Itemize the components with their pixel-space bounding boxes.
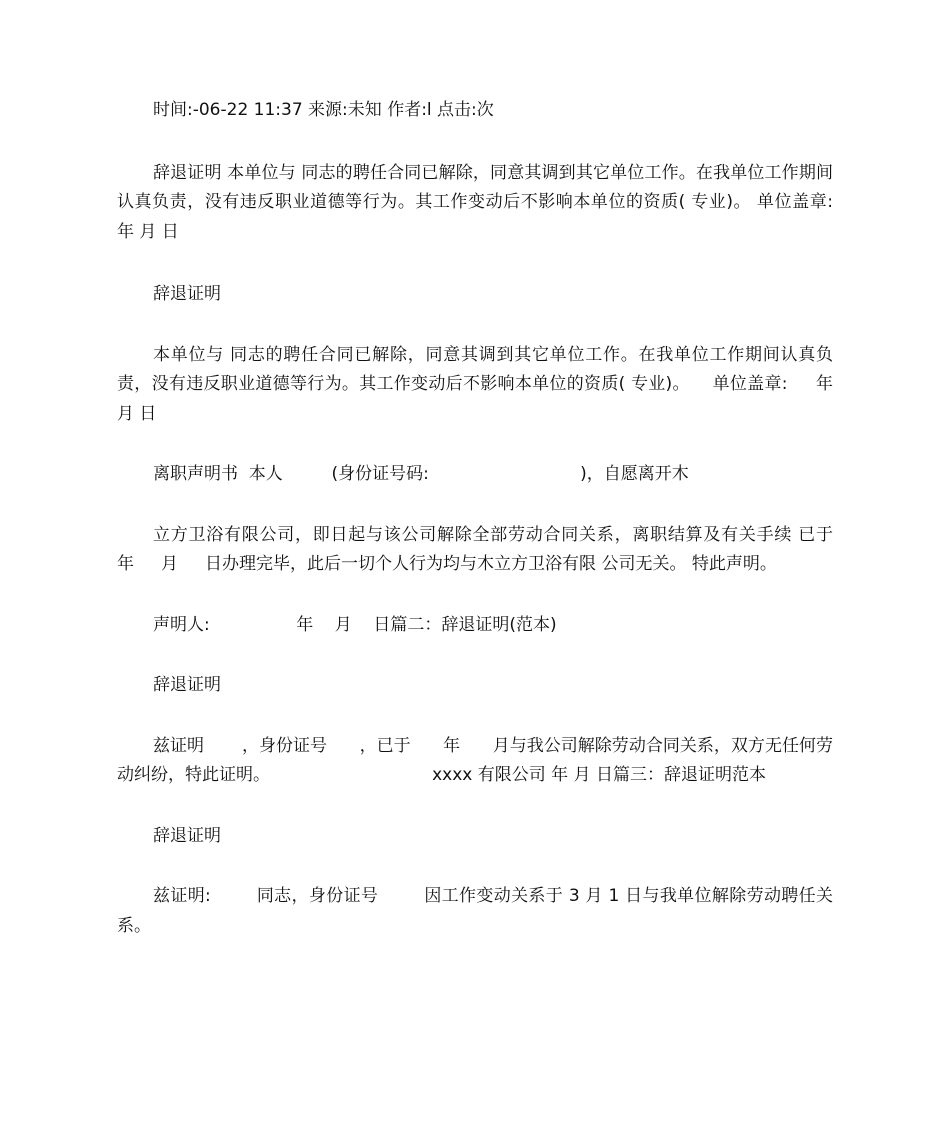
paragraph-3: 兹证明 ，身份证号 ，已于 年 月与我公司解除劳动合同关系，双方无任何劳动纠纷，特此证明。 xxxx 有限公司 年 月 日篇三：辞退证明范本 (117, 735, 833, 785)
resignation-statement-body: 立方卫浴有限公司，即日起与该公司解除全部劳动合同关系，离职结算及有关手续 已于 年 月 日办理完毕，此后一切个人行为均与木立方卫浴有限 公司无关。 特此声明。 (117, 524, 877, 574)
resignation-statement-intro: 离职声明书 本人 (身份证号码: )，自愿离开木 (153, 464, 689, 484)
meta-line: 时间:-06-22 11:37 来源:未知 作者:l 点击:次 (153, 100, 494, 120)
paragraph-2: 本单位与 同志的聘任合同已解除，同意其调到其它单位工作。在我单位工作期间认真负责，没有违反职业道德等行为。其工作变动后不影响本单位的资质( 专业)。 单位盖章: 年 月 日 (117, 344, 839, 424)
paragraph-4: 兹证明: 同志，身份证号 因工作变动关系于 3 月 1 日与我单位解除劳动聘任关系。 (117, 886, 833, 936)
heading-dismissal-certificate: 辞退证明 (153, 284, 221, 304)
document-body (117, 96, 877, 941)
heading-dismissal-certificate-3: 辞退证明 (153, 825, 221, 846)
paragraph-1: 辞退证明 本单位与 同志的聘任合同已解除，同意其调到其它单位工作。在我单位工作期间认真负责，没有违反职业道德等行为。其工作变动后不影响本单位的资质( 专业)。 单位盖章: 年 月 日 (117, 162, 850, 242)
declarant-line: 声明人: 年 月 日篇二：辞退证明(范本) (153, 614, 557, 635)
heading-dismissal-certificate-2: 辞退证明 (153, 675, 221, 695)
